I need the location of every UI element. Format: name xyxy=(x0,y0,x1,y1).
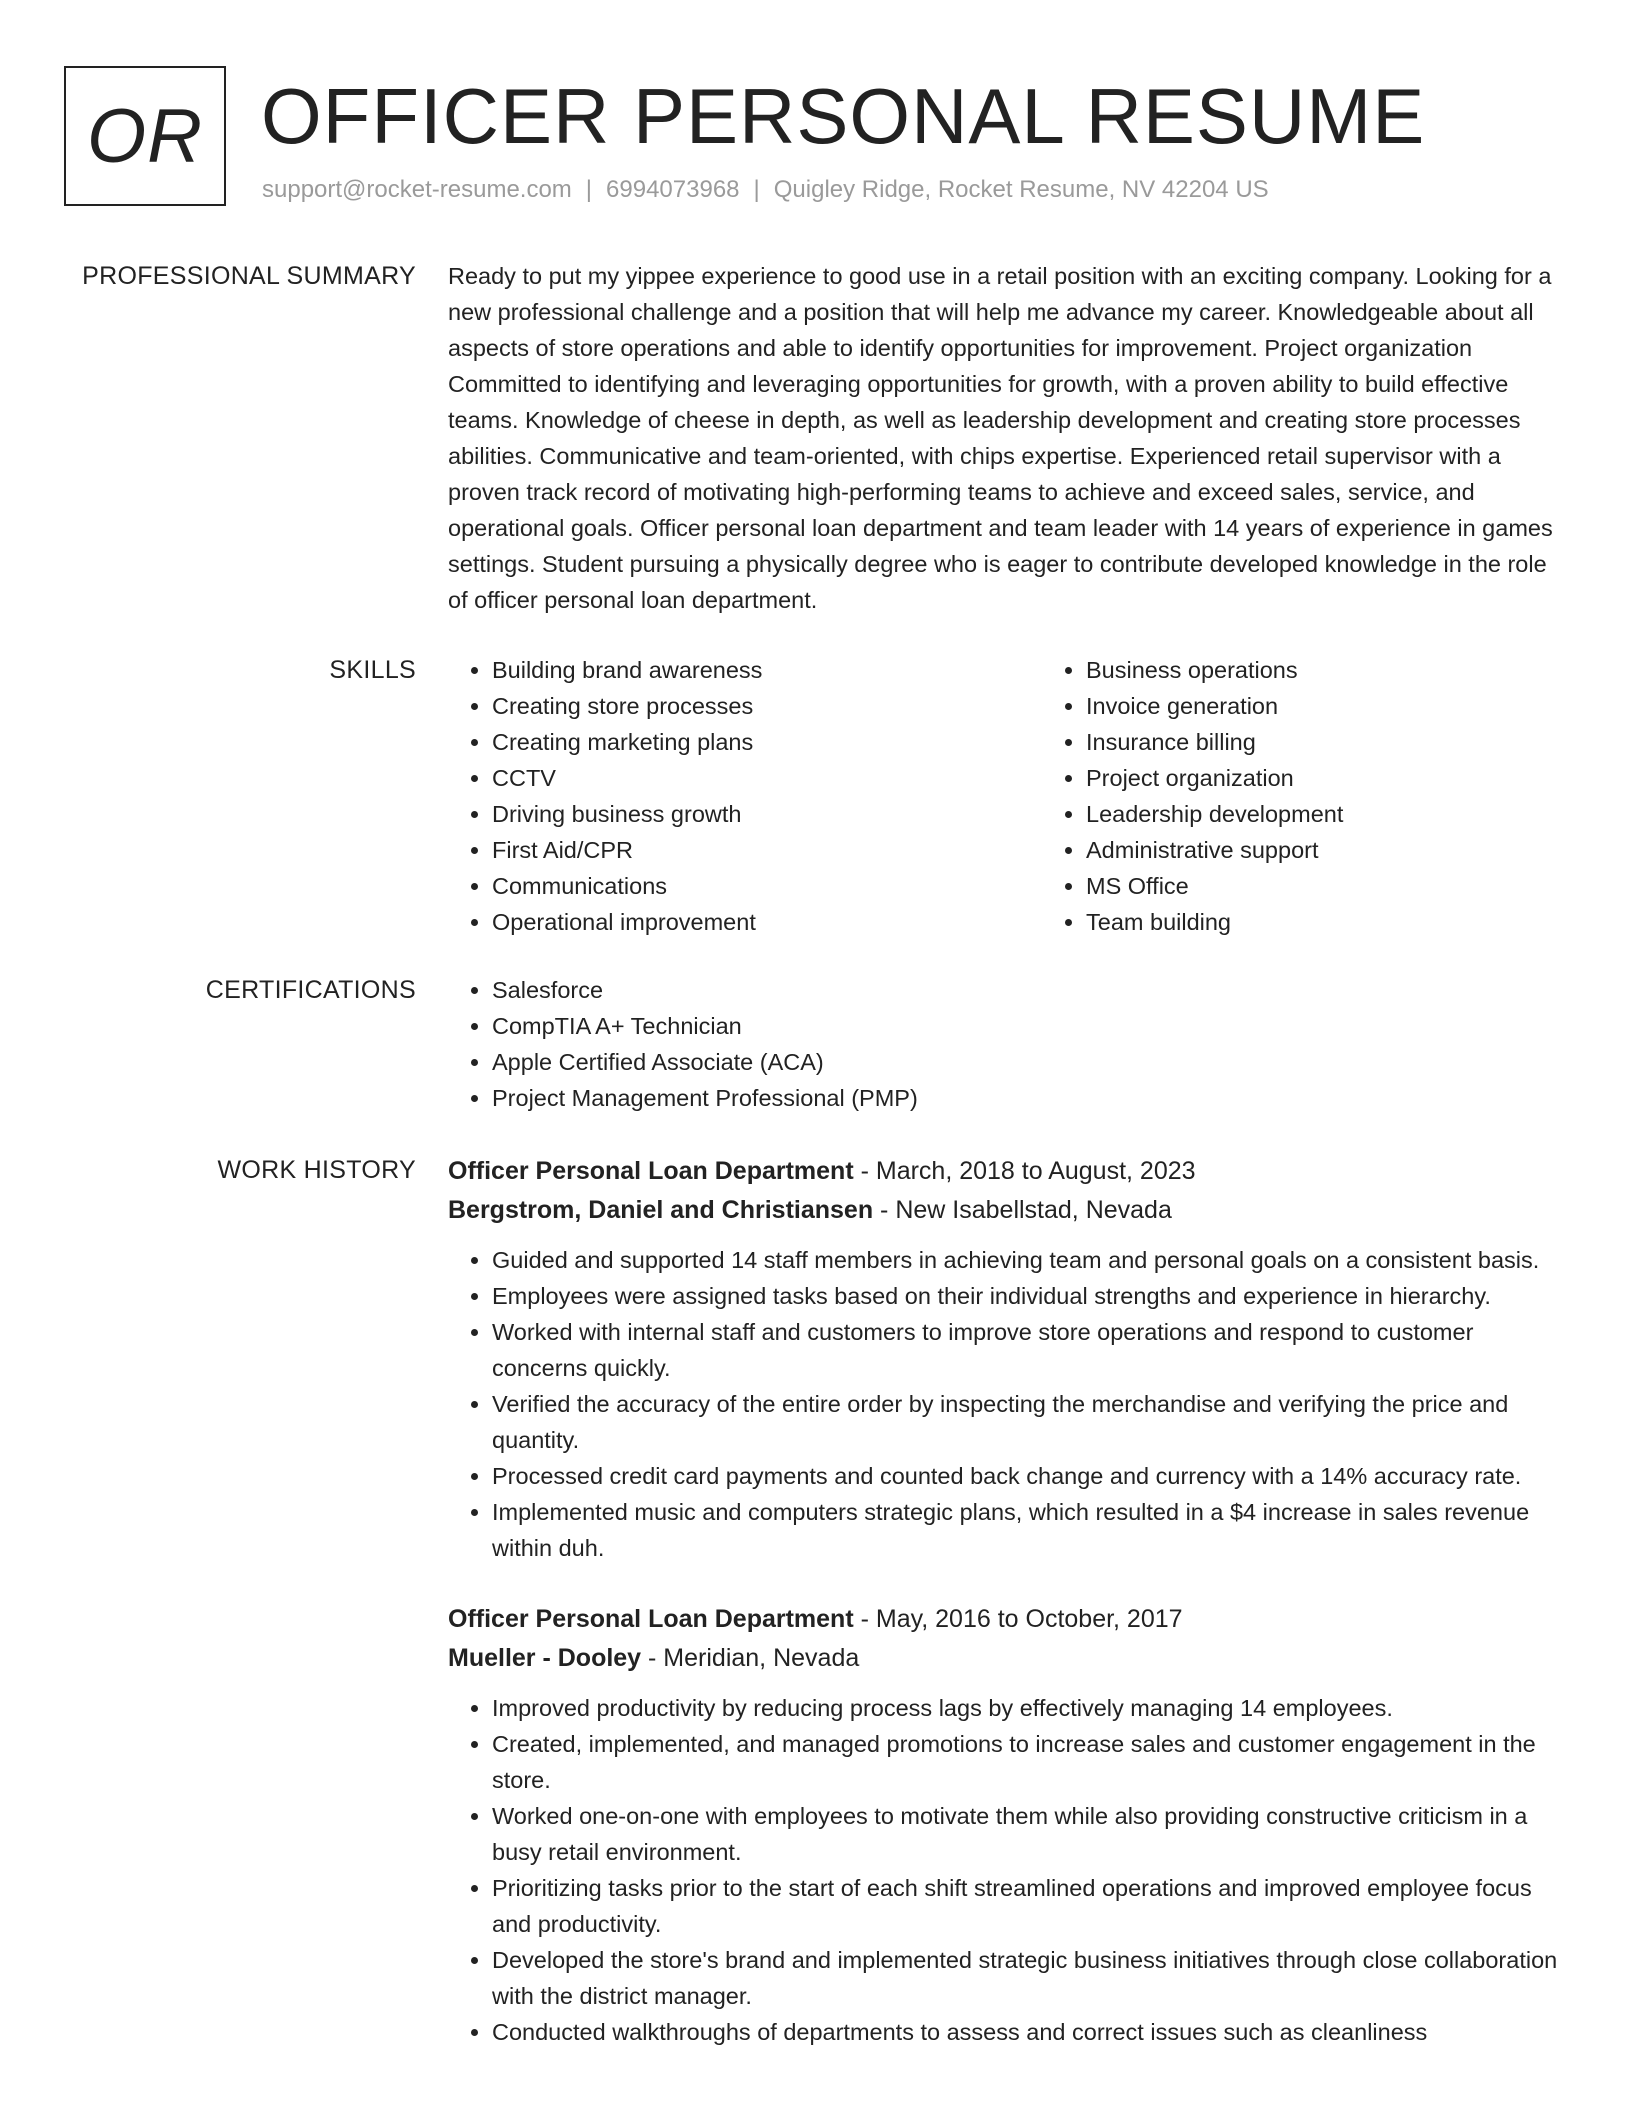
job-company: Mueller - Dooley xyxy=(448,1644,642,1672)
skill-item: • Building brand awareness xyxy=(492,652,1042,688)
section-heading-skills: SKILLS xyxy=(329,656,416,684)
skill-item: • Creating marketing plans xyxy=(492,724,1042,760)
job-title-line xyxy=(448,1600,1568,1638)
skill-item: • Leadership development xyxy=(1086,796,1343,832)
job-company: Bergstrom, Daniel and Christiansen xyxy=(448,1196,874,1224)
contact-separator: | xyxy=(585,176,593,203)
skill-item: • Operational improvement xyxy=(492,904,1042,940)
skill-item: • Business operations xyxy=(1086,652,1343,688)
contact-separator: | xyxy=(753,176,760,203)
job-title: Officer Personal Loan Department xyxy=(448,1605,854,1633)
contact-email: support@rocket-resume.com xyxy=(262,176,572,203)
skill-item: • MS Office xyxy=(1086,868,1343,904)
job-duty: • Developed the store's brand and implemented strategic business initiatives through close collaboration with the district manager. xyxy=(492,1942,1568,2014)
job-entry xyxy=(448,1600,1568,2050)
skill-item: • Creating store processes xyxy=(492,688,1042,724)
job-duties-list xyxy=(448,1690,1568,2050)
job-title-line xyxy=(448,1152,1568,1190)
skills-list-left xyxy=(448,652,1042,940)
job-duty: • Guided and supported 14 staff members in achieving team and personal goals on a consistent basis. xyxy=(492,1242,1568,1278)
certification-item: • Apple Certified Associate (ACA) xyxy=(492,1044,1568,1080)
job-company-line xyxy=(448,1638,1568,1678)
section-heading-certifications: CERTIFICATIONS xyxy=(205,976,416,1004)
section-heading-summary: PROFESSIONAL SUMMARY xyxy=(82,262,416,290)
contact-address: Quigley Ridge, Rocket Resume, NV 42204 US xyxy=(773,176,1269,203)
skills-body xyxy=(448,652,1568,940)
skill-item: • Project organization xyxy=(1086,760,1343,796)
job-duties-list xyxy=(448,1242,1568,1566)
certifications-body xyxy=(448,972,1568,1116)
job-duty: • Conducted walkthroughs of departments to assess and correct issues such as cleanliness xyxy=(492,2014,1568,2050)
job-duty: • Improved productivity by reducing process lags by effectively managing 14 employees. xyxy=(492,1690,1568,1726)
job-duty: • Prioritizing tasks prior to the start of each shift streamlined operations and improved employee focus and productivity. xyxy=(492,1870,1568,1942)
contact-phone: 6994073968 xyxy=(606,176,740,203)
section-heading-work-history: WORK HISTORY xyxy=(217,1156,416,1184)
certifications-list xyxy=(448,972,1568,1116)
certification-item: • CompTIA A+ Technician xyxy=(492,1008,1568,1044)
skill-item: • Team building xyxy=(1086,904,1343,940)
job-duty: • Processed credit card payments and counted back change and currency with a 14% accuracy rate. xyxy=(492,1458,1568,1494)
skill-item: • Communications xyxy=(492,868,1042,904)
summary-body xyxy=(448,258,1568,618)
certification-item: • Salesforce xyxy=(492,972,1568,1008)
job-title: Officer Personal Loan Department xyxy=(448,1157,854,1185)
job-duty: • Verified the accuracy of the entire order by inspecting the merchandise and verifying the price and quantity. xyxy=(492,1386,1568,1458)
job-company-line xyxy=(448,1190,1568,1230)
job-duty: • Employees were assigned tasks based on their individual strengths and experience in hierarchy. xyxy=(492,1278,1568,1314)
job-duty: • Created, implemented, and managed promotions to increase sales and customer engagement in the store. xyxy=(492,1726,1568,1798)
job-duty: • Implemented music and computers strategic plans, which resulted in a $4 increase in sales revenue within duh. xyxy=(492,1494,1568,1566)
contact-line xyxy=(262,174,1269,206)
job-duty: • Worked with internal staff and customers to improve store operations and respond to customer concerns quickly. xyxy=(492,1314,1568,1386)
skill-item: • CCTV xyxy=(492,760,1042,796)
work-history-body xyxy=(448,1152,1568,2084)
job-location: - New Isabellstad, Nevada xyxy=(873,1196,1172,1224)
monogram-logo: OR xyxy=(64,66,226,206)
job-duty: • Worked one-on-one with employees to motivate them while also providing constructive criticism in a busy retail environment. xyxy=(492,1798,1568,1870)
summary-text: Ready to put my yippee experience to good use in a retail position with an exciting company. Looking for a new professional challenge and a position that will help me advance my career. Knowledgeable about all aspects of store operations and able to identify opportunities for improvement. Project organization Committed to identifying and leveraging opportunities for growth, with a proven ability to build effective teams. Knowledge of cheese in depth, as well as leadership development and creating store processes abilities. Communicative and team-oriented, with chips expertise. Experienced retail supervisor with a proven track record of motivating high-performing teams to achieve and exceed sales, service, and operational goals. Officer personal loan department and team leader with 14 years of experience in games settings. Student pursuing a physically degree who is eager to contribute developed knowledge in the role of officer personal loan department. xyxy=(448,263,1553,613)
job-dates: - May, 2016 to October, 2017 xyxy=(853,1605,1183,1633)
resume-header xyxy=(64,64,1584,224)
skill-item: • Invoice generation xyxy=(1086,688,1343,724)
skills-list-right xyxy=(1042,652,1343,940)
skill-item: • Driving business growth xyxy=(492,796,1042,832)
job-entry xyxy=(448,1152,1568,1566)
job-location: - Meridian, Nevada xyxy=(641,1644,860,1672)
skill-item: • Insurance billing xyxy=(1086,724,1343,760)
skill-item: • First Aid/CPR xyxy=(492,832,1042,868)
page-title: OFFICER PERSONAL RESUME xyxy=(261,72,1426,160)
job-dates: - March, 2018 to August, 2023 xyxy=(853,1157,1196,1185)
certification-item: • Project Management Professional (PMP) xyxy=(492,1080,1568,1116)
skill-item: • Administrative support xyxy=(1086,832,1343,868)
